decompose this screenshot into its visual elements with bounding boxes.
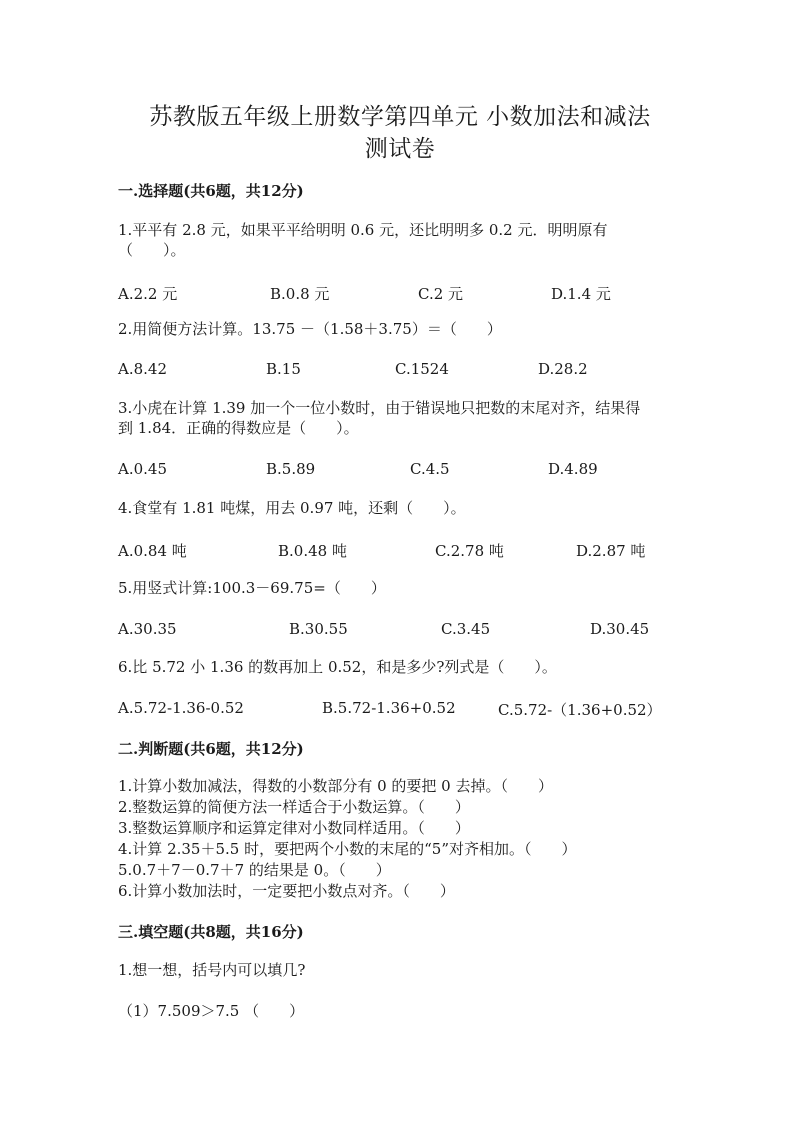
exam-title-line2: 测试卷: [364, 136, 436, 162]
option-b: B.15: [266, 360, 301, 378]
option-c: C.4.5: [410, 460, 450, 478]
option-d: D.30.45: [590, 620, 650, 638]
section-heading-choice: 一.选择题(共6题，共12分): [118, 182, 304, 200]
question-text: 到 1.84．正确的得数应是（ ）。: [118, 419, 359, 437]
option-d: D.28.2: [538, 360, 588, 378]
judgement-item: 1.计算小数加减法，得数的小数部分有 0 的要把 0 去掉。（ ）: [118, 777, 553, 795]
question-text: （ ）。: [118, 241, 186, 259]
judgement-item: 6.计算小数加法时，一定要把小数点对齐。（ ）: [118, 882, 455, 900]
exam-title-line1: 苏教版五年级上册数学第四单元 小数加法和减法: [149, 104, 651, 130]
question-text: 5.用竖式计算:100.3－69.75=（ ）: [118, 579, 386, 597]
option-b: B.30.55: [289, 620, 348, 638]
option-b: B.5.89: [266, 460, 316, 478]
option-b: B.5.72-1.36+0.52: [322, 699, 456, 717]
question-text: 2.用简便方法计算。13.75 －（1.58＋3.75）＝（ ）: [118, 320, 502, 338]
option-a: A.5.72-1.36-0.52: [118, 699, 244, 717]
option-a: A.8.42: [118, 360, 167, 378]
option-b: B.0.48 吨: [278, 542, 347, 560]
judgement-item: 5.0.7＋7－0.7＋7 的结果是 0。（ ）: [118, 861, 391, 879]
question-text: 3.小虎在计算 1.39 加一个一位小数时，由于错误地只把数的末尾对齐，结果得: [118, 399, 641, 417]
question-text: 4.食堂有 1.81 吨煤，用去 0.97 吨，还剩（ ）。: [118, 499, 466, 517]
option-a: A.0.84 吨: [118, 542, 187, 560]
option-c: C.1524: [395, 360, 449, 378]
question-text: 1.平平有 2.8 元，如果平平给明明 0.6 元，还比明明多 0.2 元．明明原有: [118, 221, 608, 239]
option-d: D.4.89: [548, 460, 598, 478]
option-c: C.3.45: [441, 620, 491, 638]
option-d: D.1.4 元: [551, 285, 611, 303]
judgement-item: 4.计算 2.35＋5.5 时，要把两个小数的末尾的“5”对齐相加。（ ）: [118, 840, 577, 858]
option-c: C.2 元: [418, 285, 464, 303]
option-c: C.5.72-（1.36+0.52）: [498, 701, 662, 719]
section-heading-fill-blank: 三.填空题(共8题，共16分): [118, 923, 304, 941]
option-a: A.2.2 元: [118, 285, 178, 303]
sub-question-text: （1）7.509＞7.5 （ ）: [118, 1002, 305, 1020]
section-heading-judgement: 二.判断题(共6题，共12分): [118, 740, 304, 758]
judgement-item: 2.整数运算的简便方法一样适合于小数运算。（ ）: [118, 798, 470, 816]
judgement-item: 3.整数运算顺序和运算定律对小数同样适用。（ ）: [118, 819, 470, 837]
option-a: A.30.35: [118, 620, 177, 638]
option-a: A.0.45: [118, 460, 167, 478]
option-d: D.2.87 吨: [576, 542, 646, 560]
question-text: 6.比 5.72 小 1.36 的数再加上 0.52，和是多少?列式是（ ）。: [118, 658, 557, 676]
question-text: 1.想一想，括号内可以填几?: [118, 961, 306, 979]
option-c: C.2.78 吨: [435, 542, 504, 560]
option-b: B.0.8 元: [270, 285, 330, 303]
